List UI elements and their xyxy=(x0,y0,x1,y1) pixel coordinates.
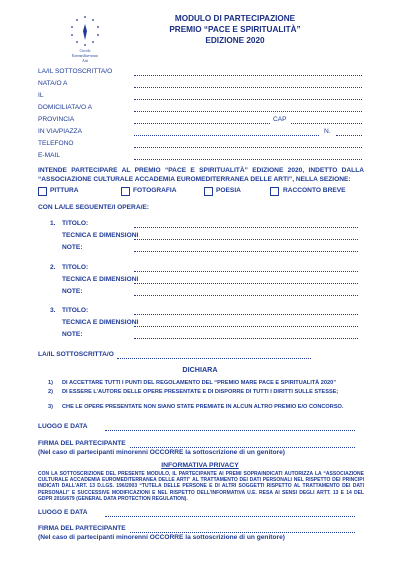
born-label: NATA/O A xyxy=(38,80,68,87)
phone-label: TELEFONO xyxy=(38,140,74,147)
work-3-notes-field[interactable] xyxy=(134,338,358,339)
declaration-1-number: 1) xyxy=(48,380,53,386)
born-field[interactable] xyxy=(134,87,362,88)
signer-field[interactable] xyxy=(134,75,362,76)
logo-line-1: Circolo xyxy=(79,49,91,53)
work-3-notes-label: NOTE: xyxy=(62,331,83,338)
edition-title: EDIZIONE 2020 xyxy=(205,36,265,45)
work-3-title-field[interactable] xyxy=(134,314,358,315)
minor-note: (Nel caso di partecipanti minorenni OCCORRE la sottoscrizione di un genitore) xyxy=(38,449,285,456)
work-1-notes-field[interactable] xyxy=(134,251,358,252)
work-3-title-label: TITOLO: xyxy=(62,307,89,314)
work-3-tech-label: TECNICA E DIMENSIONI xyxy=(62,319,139,326)
work-1-title-label: TITOLO: xyxy=(62,220,89,227)
email-label: E-MAIL xyxy=(38,152,60,159)
work-1-notes-label: NOTE: xyxy=(62,244,83,251)
declaration-3-number: 3) xyxy=(48,404,53,410)
work-2-tech-label: TECNICA E DIMENSIONI xyxy=(62,276,139,283)
work-1-tech-label: TECNICA E DIMENSIONI xyxy=(62,232,139,239)
place-date-2-field[interactable] xyxy=(105,516,355,517)
logo-emblem-icon xyxy=(60,12,110,72)
declaration-3-text: CHE LE OPERE PRESENTATE NON SIANO STATE PREMIATE IN ALCUN ALTRO PREMIO E/O CONCORSO. xyxy=(62,404,344,410)
association-logo xyxy=(60,12,110,72)
work-2-number: 2. xyxy=(50,264,56,271)
section-racconto-checkbox[interactable] xyxy=(270,187,279,196)
cap-field[interactable] xyxy=(291,123,362,124)
signature-field[interactable] xyxy=(130,447,355,448)
section-poesia-checkbox[interactable] xyxy=(204,187,213,196)
signer-label: LA/IL SOTTOSCRITTA/O xyxy=(38,68,113,75)
logo-line-3: Arti xyxy=(82,59,88,63)
section-pittura-checkbox[interactable] xyxy=(38,187,47,196)
domicile-field[interactable] xyxy=(134,111,362,112)
prize-title: PREMIO “PACE E SPIRITUALITÀ” xyxy=(169,25,301,34)
form-title: MODULO DI PARTECIPAZIONE xyxy=(174,14,296,23)
logo-line-2: Euromediterranea xyxy=(71,54,99,58)
work-3-tech-field[interactable] xyxy=(134,326,358,327)
email-field[interactable] xyxy=(134,159,362,160)
number-field[interactable] xyxy=(336,135,362,136)
birthdate-label: IL xyxy=(38,92,44,99)
section-fotografia-checkbox[interactable] xyxy=(121,187,130,196)
cap-label: CAP xyxy=(273,116,287,123)
privacy-heading: INFORMATIVA PRIVACY xyxy=(161,462,239,469)
number-label: N. xyxy=(324,128,331,135)
declaration-2-number: 2) xyxy=(48,389,53,395)
declaration-2-text: DI ESSERE L’AUTORE DELLE OPERE PRESENTATE E DI DISPORRE DI TUTTI I DIRITTI SULLE STESSE; xyxy=(62,389,339,395)
province-label: PROVINCIA xyxy=(38,116,75,123)
place-date-2-label: LUOGO E DATA xyxy=(38,509,88,516)
work-2-title-field[interactable] xyxy=(134,271,358,272)
section-poesia-label: POESIA xyxy=(216,187,241,194)
work-2-tech-field[interactable] xyxy=(134,283,358,284)
signature-2-label: FIRMA DEL PARTECIPANTE xyxy=(38,525,126,532)
domicile-label: DOMICILIATA/O A xyxy=(38,104,92,111)
participation-statement: INTENDE PARTECIPARE AL PREMIO “PACE E SPIRITUALITÀ” EDIZIONE 2020, INDETTO DALLA “ASSOCIAZIONE CULTURALE ACCADEMIA EUROMEDITERRANEA DELLE ARTI”, NELLA SEZIONE: xyxy=(38,167,364,183)
signature-2-field[interactable] xyxy=(130,532,355,533)
privacy-text: CON LA SOTTOSCRIZIONE DEL PRESENTE MODULO, IL PARTECIPANTE AI PREMI SOPRAINDICATI AUTORIZZA LA “ASSOCIAZIONE CULTURALE ACCADEMIA EUROMEDITERRANEA DELLE ARTI” AL TRATTAMENTO DEI DATI PERSONALI NEL RISPETTO DEI PRINCIPI INDICATI DALL’ART. 13 D.LGS. 196/2003 “TUTELA DELLE PERSONE E DI ALTRI SOGGETTI RISPETTO AL TRATTAMENTO DEI DATI PERSONALI” E SUCCESSIVE MODIFICAZIONI E NEL RISPETTO DELL’INFORMATIVA U.E. RESA AI SENSI DEGLI ARTT. 13 E 14 DEL GDPR 2016/679 (GENERAL DATA PROTECTION REGULATION). xyxy=(38,471,364,502)
work-2-notes-label: NOTE: xyxy=(62,288,83,295)
minor-note-2: (Nel caso di partecipanti minorenni OCCORRE la sottoscrizione di un genitore) xyxy=(38,534,285,541)
work-3-number: 3. xyxy=(50,307,56,314)
work-2-notes-field[interactable] xyxy=(134,295,358,296)
work-1-title-field[interactable] xyxy=(134,227,358,228)
signer2-label: LA/IL SOTTOSCRITTA/O xyxy=(38,351,114,358)
province-field[interactable] xyxy=(134,123,270,124)
place-date-label: LUOGO E DATA xyxy=(38,423,88,430)
place-date-field[interactable] xyxy=(105,430,355,431)
declares-heading: DICHIARA xyxy=(182,365,218,374)
work-2-title-label: TITOLO: xyxy=(62,264,89,271)
street-field[interactable] xyxy=(134,135,319,136)
street-label: IN VIA/PIAZZA xyxy=(38,128,82,135)
signer2-field[interactable] xyxy=(117,358,311,359)
declaration-1-text: DI ACCETTARE TUTTI I PUNTI DEL REGOLAMENTO DEL “PREMIO MARE PACE E SPIRITUALITÀ 2020” xyxy=(62,380,337,386)
works-intro: CON LA/LE SEGUENTE/I OPERA/E: xyxy=(38,204,150,211)
work-1-tech-field[interactable] xyxy=(134,239,358,240)
signature-label: FIRMA DEL PARTECIPANTE xyxy=(38,440,126,447)
section-fotografia-label: FOTOGRAFIA xyxy=(133,187,177,194)
section-racconto-label: RACCONTO BREVE xyxy=(283,187,346,194)
section-pittura-label: PITTURA xyxy=(50,187,79,194)
phone-field[interactable] xyxy=(134,147,362,148)
work-1-number: 1. xyxy=(50,220,56,227)
birthdate-field[interactable] xyxy=(134,99,362,100)
